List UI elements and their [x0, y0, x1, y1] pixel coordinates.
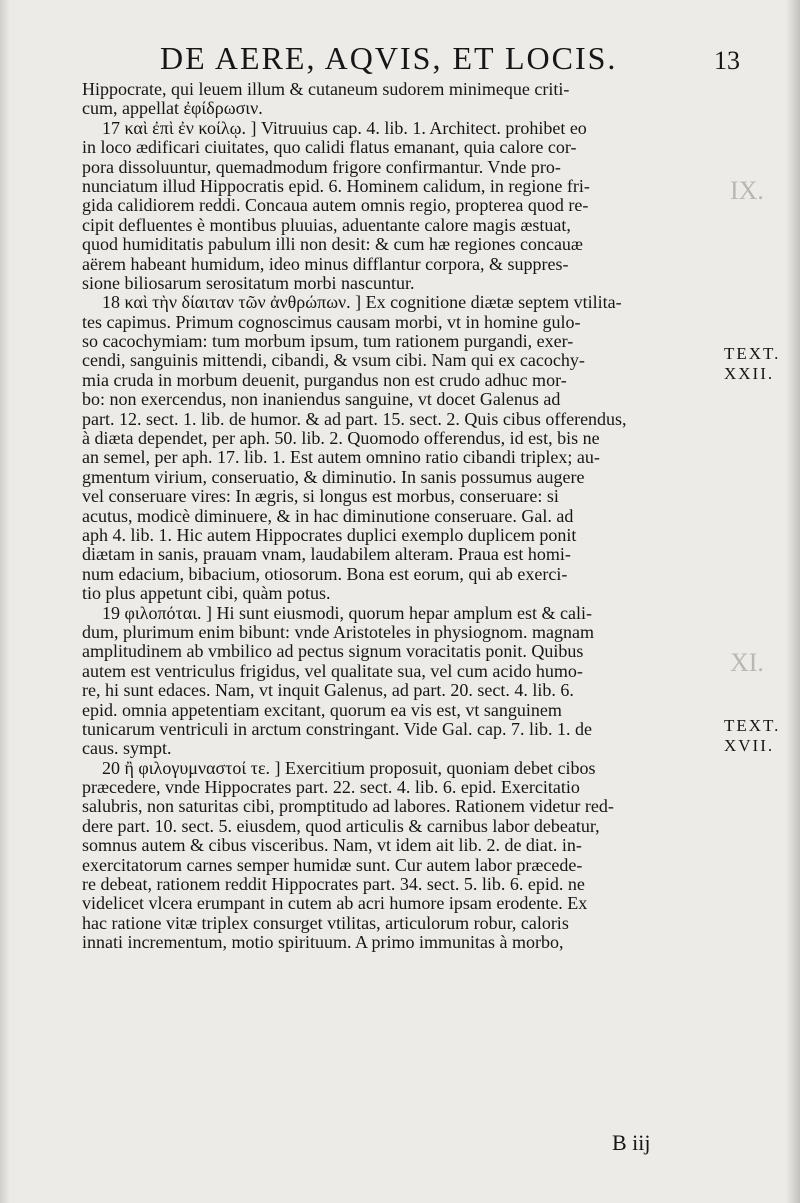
text-line: exercitatorum carnes semper humidæ sunt. Cur autem labor præcede- — [82, 854, 583, 875]
text-line: præcedere, vnde Hippocrates part. 22. sect. 4. lib. 6. epid. Exercitatio — [82, 777, 580, 798]
text-line: num edacium, bibacium, otiosorum. Bona est eorum, qui ab exerci- — [82, 563, 568, 584]
gutter-shadow — [0, 0, 10, 1203]
text-line: sione biliosarum serositatum morbi nascuntur. — [82, 272, 415, 293]
text-line: in loco ædificari ciuitates, quo calidi flatus emanant, quia calore cor- — [82, 137, 577, 158]
running-title: DE AERE, AQVIS, ET LOCIS. — [160, 40, 618, 76]
text-line: innati incrementum, motio spirituum. A primo immunitas à morbo, — [82, 932, 564, 953]
show-through-numeral: IX. — [730, 176, 764, 205]
text-line: 20 ἢ φιλογυμναστοί τε. ] Exercitium proposuit, quoniam debet cibos — [102, 757, 596, 778]
text-line: videlicet vlcera erumpant in cutem ab acri humore ipsam erodente. Ex — [82, 893, 588, 914]
text-line: epid. omnia appetentiam excitant, quorum ea vis est, vt sanguinem — [82, 699, 562, 720]
marginal-note-numeral: XXII. — [724, 364, 775, 383]
text-line: aërem habeant humidum, ideo minus difflantur corpora, & suppres- — [82, 253, 569, 274]
text-line: cum, appellat ἐφίδρωσιν. — [82, 98, 263, 119]
text-line: pora dissoluuntur, quemadmodum frigore confirmantur. Vnde pro- — [82, 156, 561, 177]
text-line: 19 φιλοπόται. ] Hi sunt eiusmodi, quorum hepar amplum est & cali- — [102, 602, 592, 623]
body-text — [82, 80, 722, 953]
text-line: amplitudinem ab vmbilico ad pectus signum voracitatis ponit. Quibus — [82, 641, 584, 662]
marginal-note-label: TEXT. — [724, 716, 781, 735]
text-line: 18 καὶ τὴν δίαιταν τῶν ἀνθρώπων. ] Ex cognitione diætæ septem vtilita- — [102, 292, 622, 313]
page-edge-shadow — [786, 0, 800, 1203]
text-line: vel conseruare vires: In ægris, si longus est morbus, conseruare: si — [82, 486, 559, 507]
text-line: part. 12. sect. 1. lib. de humor. & ad part. 15. sect. 2. Quis cibus offerendus, — [82, 408, 627, 429]
page-number: 13 — [714, 46, 740, 75]
marginal-note-label: TEXT. — [724, 344, 781, 363]
text-line: Hippocrate, qui leuem illum & cutaneum sudorem minimeque criti- — [82, 79, 570, 99]
text-line: nunciatum illud Hippocratis epid. 6. Hominem calidum, in regione fri- — [82, 175, 590, 196]
text-line: gida calidiorem reddi. Concaua autem omnis regio, propterea quod re- — [82, 195, 589, 216]
text-line: somnus autem & cibus visceribus. Nam, vt idem ait lib. 2. de diat. in- — [82, 835, 582, 856]
text-line: caus. sympt. — [82, 738, 172, 759]
text-line: à diæta dependet, per aph. 50. lib. 2. Quomodo offerendus, id est, bis ne — [82, 428, 600, 449]
text-line: acutus, modicè diminuere, & in hac diminutione conseruare. Gal. ad — [82, 505, 574, 526]
text-line: dere part. 10. sect. 5. eiusdem, quod articulis & carnibus labor debeatur, — [82, 815, 600, 836]
show-through-numeral: XI. — [730, 648, 764, 677]
marginal-note-numeral: XVII. — [724, 736, 775, 755]
text-line: tunicarum ventriculi in arctum constringant. Vide Gal. cap. 7. lib. 1. de — [82, 718, 592, 739]
signature-mark: B iij — [612, 1130, 651, 1155]
text-line: salubris, non saturitas cibi, promptitudo ad labores. Rationem videtur red- — [82, 796, 614, 817]
marginal-note — [724, 344, 794, 384]
text-line: re debeat, rationem reddit Hippocrates part. 34. sect. 5. lib. 6. epid. ne — [82, 874, 585, 895]
text-line: quod humiditatis pabulum illi non desit: & cum hæ regiones concauæ — [82, 234, 583, 255]
text-line: autem est ventriculus frigidus, vel qualitate sua, vel cum acido humo- — [82, 660, 583, 681]
text-line: cendi, sanguinis mittendi, cibandi, & vsum cibi. Nam qui ex cacochy- — [82, 350, 585, 371]
text-line: diætam in sanis, prauam vnam, laudabilem alteram. Praua est homi- — [82, 544, 571, 565]
text-line: tes capimus. Primum cognoscimus causam morbi, vt in homine gulo- — [82, 311, 581, 332]
text-line: tio plus appetunt cibi, quàm potus. — [82, 583, 331, 604]
text-line: 17 καὶ ἐπὶ ἐν κοίλῳ. ] Vitruuius cap. 4. lib. 1. Architect. prohibet eo — [102, 117, 587, 138]
text-line: aph 4. lib. 1. Hic autem Hippocrates duplici exemplo duplicem ponit — [82, 524, 577, 545]
marginal-note — [724, 716, 794, 756]
text-line: an semel, per aph. 17. lib. 1. Est autem omnino ratio cibandi triplex; au- — [82, 447, 600, 468]
text-line: so cacochymiam: tum morbum ipsum, tum rationem purgandi, exer- — [82, 331, 574, 352]
text-line: bo: non exercendus, non inaniendus sanguine, vt docet Galenus ad — [82, 389, 561, 410]
text-line: mia cruda in morbum deuenit, purgandus non est crudo adhuc mor- — [82, 369, 567, 390]
text-line: hac ratione vitæ triplex consurget vtilitas, articulorum robur, caloris — [82, 912, 569, 933]
text-line: cipit defluentes è montibus pluuias, aduentante calore magis æstuat, — [82, 214, 571, 235]
text-line: dum, plurimum enim bibunt: vnde Aristoteles in physiognom. magnam — [82, 621, 594, 642]
text-line: re, hi sunt edaces. Nam, vt inquit Galenus, ad part. 20. sect. 4. lib. 6. — [82, 680, 574, 701]
text-line: gmentum virium, conseruatio, & diminutio. In sanis possumus augere — [82, 466, 585, 487]
